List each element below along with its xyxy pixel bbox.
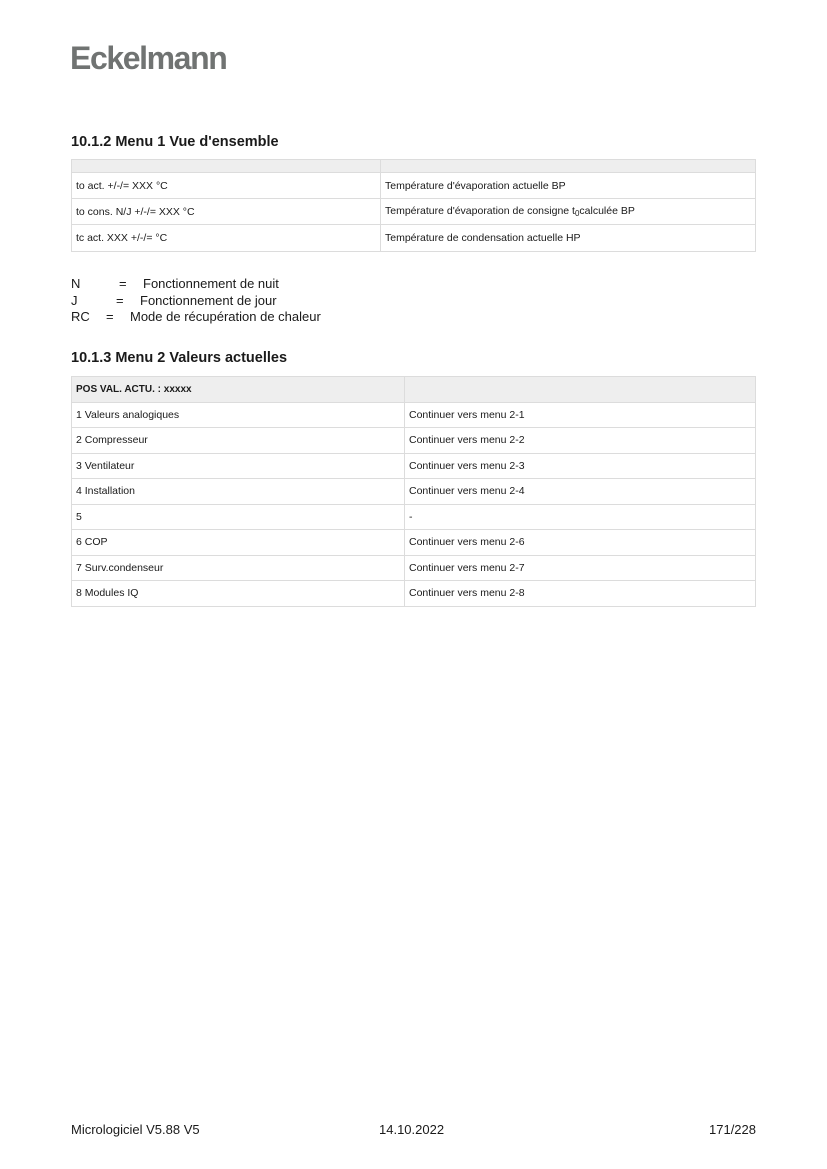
table-row [72, 225, 756, 252]
menu2-table [71, 376, 756, 607]
description-text: calculée BP [579, 205, 635, 217]
menu-target-cell: Continuer vers menu 2-8 [405, 581, 756, 607]
description-cell: Température de condensation actuelle HP [381, 225, 756, 252]
legend-text: Fonctionnement de jour [140, 292, 277, 308]
legend-text: Fonctionnement de nuit [143, 276, 279, 291]
legend-key: J [71, 292, 78, 308]
section-heading-menu1: 10.1.2 Menu 1 Vue d'ensemble [71, 134, 279, 150]
menu-target-cell: Continuer vers menu 2-4 [405, 479, 756, 505]
section-heading-menu2: 10.1.3 Menu 2 Valeurs actuelles [71, 350, 288, 366]
table-row [72, 479, 756, 505]
menu-target-cell: Continuer vers menu 2-3 [405, 453, 756, 479]
footer-page-number: 171/228 [709, 1122, 756, 1137]
menu-target-cell: Continuer vers menu 2-1 [405, 402, 756, 428]
table-header-row [72, 377, 756, 403]
table-row [72, 530, 756, 556]
menu1-table [71, 159, 756, 252]
parameter-cell: tc act. XXX +/-/= °C [72, 225, 381, 252]
legend-text: Mode de récupération de chaleur [130, 309, 321, 324]
description-text: Température d'évaporation de consigne t [385, 205, 575, 217]
table-row [72, 199, 756, 225]
table-row [72, 428, 756, 454]
menu-item-cell: 6 COP [72, 530, 405, 556]
table-row [72, 173, 756, 199]
legend-key: N [71, 276, 81, 291]
legend-equals: = [106, 309, 114, 324]
menu-item-cell: 8 Modules IQ [72, 581, 405, 607]
menu-item-cell: 3 Ventilateur [72, 453, 405, 479]
footer-date: 14.10.2022 [379, 1122, 445, 1137]
table-header-row [72, 160, 756, 173]
legend-key: RC [71, 309, 90, 324]
header-cell: POS VAL. ACTU. : xxxxx [72, 377, 405, 403]
table-row [72, 504, 756, 530]
menu-item-cell: 2 Compresseur [72, 428, 405, 454]
parameter-cell: to act. +/-/= XXX °C [72, 173, 381, 199]
menu-item-cell: 4 Installation [72, 479, 405, 505]
parameter-cell: to cons. N/J +/-/= XXX °C [72, 199, 381, 225]
header-cell [405, 377, 756, 403]
table-row [72, 581, 756, 607]
menu-item-cell: 7 Surv.condenseur [72, 555, 405, 581]
header-cell [72, 160, 381, 173]
header-cell [381, 160, 756, 173]
menu-target-cell: Continuer vers menu 2-2 [405, 428, 756, 454]
menu-target-cell: - [405, 504, 756, 530]
brand-logo: Eckelmann [70, 40, 227, 76]
subscript-text: 0 [574, 209, 580, 218]
table-row [72, 555, 756, 581]
legend-equals: = [116, 292, 124, 308]
menu-item-cell: 1 Valeurs analogiques [72, 402, 405, 428]
description-cell [381, 199, 756, 225]
footer-firmware-version: Micrologiciel V5.88 V5 [71, 1122, 200, 1137]
table-row [72, 453, 756, 479]
menu-item-cell: 5 [72, 504, 405, 530]
description-cell: Température d'évaporation actuelle BP [381, 173, 756, 199]
menu-target-cell: Continuer vers menu 2-6 [405, 530, 756, 556]
legend-equals: = [119, 276, 127, 291]
table-row [72, 402, 756, 428]
menu-target-cell: Continuer vers menu 2-7 [405, 555, 756, 581]
